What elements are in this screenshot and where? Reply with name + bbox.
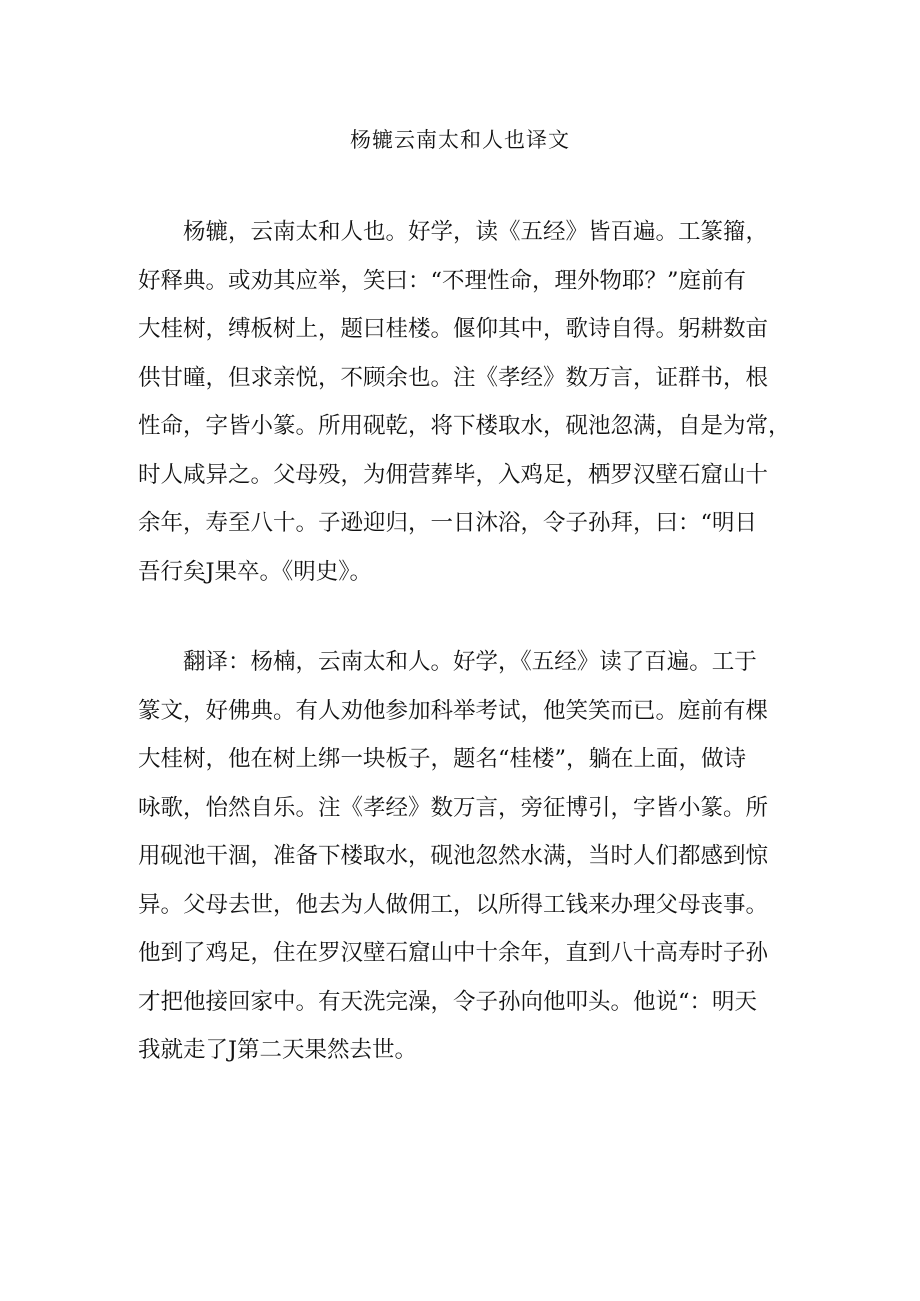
original-line: 杨辘，云南太和人也。好学，读《五经》皆百遍。工篆籀， bbox=[183, 219, 769, 245]
original-line: 好释典。或劝其应举，笑曰：“不理性命，理外物耶？”庭前有 bbox=[138, 267, 747, 294]
original-line: 性命，字皆小篆。所用砚乾，将下楼取水，砚池忽满，自是为常， bbox=[138, 413, 791, 439]
original-line: 余年，寿至八十。子逊迎归，一日沐浴，令子孙拜，曰：“明日 bbox=[138, 510, 758, 536]
translation-line: 用砚池干涸，准备下楼取水，砚池忽然水满，当时人们都感到惊 bbox=[138, 843, 769, 869]
translation-line: 大桂树，他在树上绑一块板子，题名“桂楼”，躺在上面，做诗 bbox=[138, 746, 747, 772]
original-line: 大桂树，缚板树上，题曰桂楼。偃仰其中，歌诗自得。躬耕数亩 bbox=[138, 316, 769, 342]
translation-line: 异。父母去世，他去为人做佣工，以所得工钱来办理父母丧事。 bbox=[138, 891, 769, 918]
translation-line: 才把他接回家中。有天洗完澡，令子孙向他叩头。他说“：明天 bbox=[138, 988, 758, 1015]
translation-line: 我就走了J第二天果然去世。 bbox=[138, 1037, 418, 1063]
document-title: 杨辘云南太和人也译文 bbox=[350, 128, 570, 152]
original-line: 供甘曈，但求亲悦，不顾余也。注《孝经》数万言，证群书，根 bbox=[138, 364, 769, 391]
translation-paragraph bbox=[138, 638, 786, 1075]
original-line: 吾行矣J果卒。《明史》。 bbox=[138, 558, 373, 585]
original-line: 时人咸异之。父母殁，为佣营葬毕，入鸡足，栖罗汉壁石窟山十 bbox=[138, 461, 769, 488]
translation-line: 咏歌，怡然自乐。注《孝经》数万言，旁征博引，字皆小篆。所 bbox=[138, 794, 769, 821]
original-text-paragraph bbox=[138, 208, 791, 596]
translation-line: 翻译：杨楠，云南太和人。好学，《五经》读了百遍。工于 bbox=[183, 649, 757, 675]
translation-line: 他到了鸡足，住在罗汉壁石窟山中十余年，直到八十高寿时子孙 bbox=[138, 940, 769, 966]
translation-line: 篆文，好佛典。有人劝他参加科举考试，他笑笑而已。庭前有棵 bbox=[138, 697, 769, 724]
